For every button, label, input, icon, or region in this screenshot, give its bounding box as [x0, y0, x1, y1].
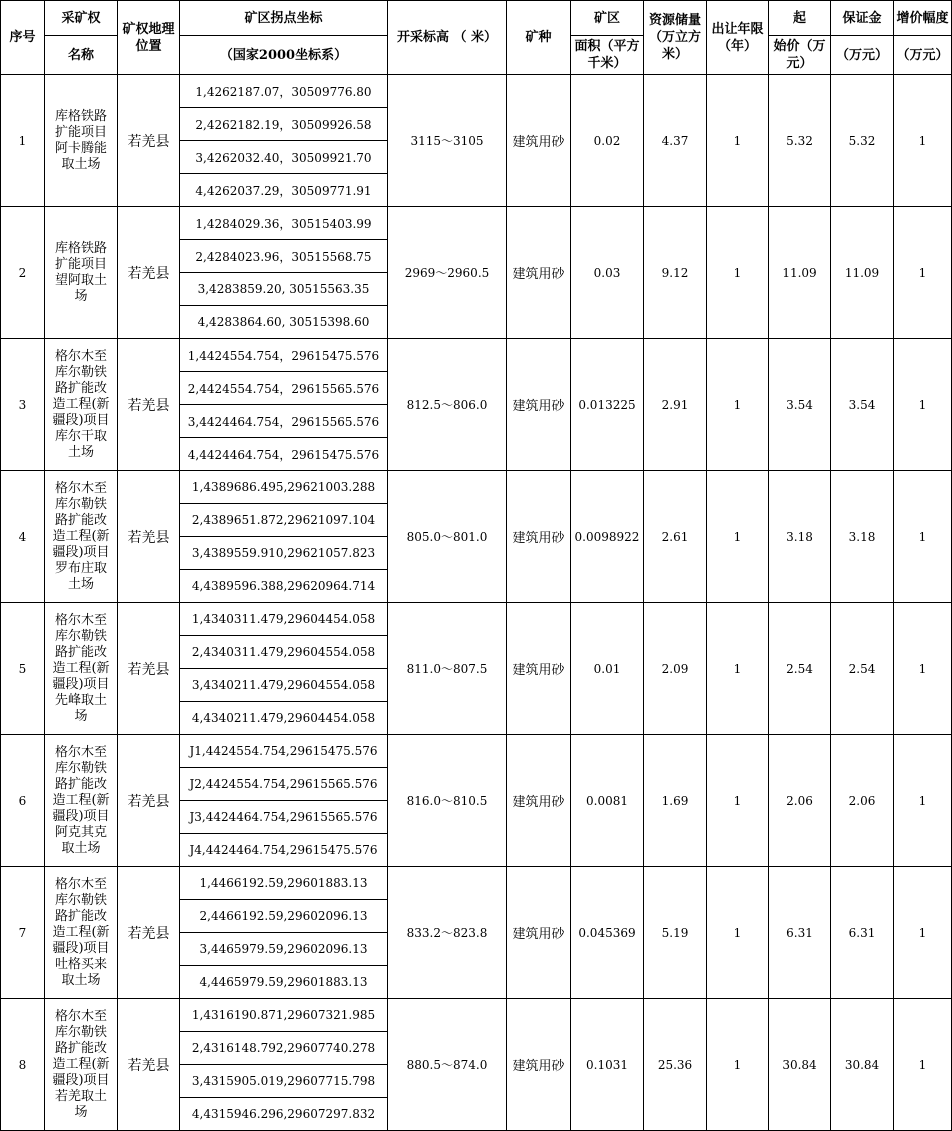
- row-price: 2.54: [769, 603, 831, 735]
- row-coord: J3,4424464.754,29615565.576: [180, 801, 388, 834]
- row-deposit: 6.31: [831, 867, 894, 999]
- row-coord: 1,4389686.495,29621003.288: [180, 471, 388, 504]
- row-mineral: 建筑用砂: [507, 75, 571, 207]
- row-term: 1: [707, 471, 769, 603]
- row-increment: 1: [894, 75, 952, 207]
- row-term: 1: [707, 735, 769, 867]
- row-location: 若羌县: [118, 207, 180, 339]
- row-term: 1: [707, 339, 769, 471]
- row-elevation: 812.5～806.0: [388, 339, 507, 471]
- row-mineral: 建筑用砂: [507, 735, 571, 867]
- row-price: 6.31: [769, 867, 831, 999]
- row-coord: 4,4389596.388,29620964.714: [180, 570, 388, 603]
- row-coord: 2,4466192.59,29602096.13: [180, 900, 388, 933]
- row-location: 若羌县: [118, 867, 180, 999]
- row-name: 库格铁路扩能项目阿卡腾能取土场: [45, 75, 118, 207]
- row-area: 0.02: [571, 75, 644, 207]
- row-coord: 4,4340211.479,29604454.058: [180, 702, 388, 735]
- table-header: [1, 1, 952, 75]
- row-coord: 4,4465979.59,29601883.13: [180, 966, 388, 999]
- row-coord: 3,4389559.910,29621057.823: [180, 537, 388, 570]
- row-coord: J2,4424554.754,29615565.576: [180, 768, 388, 801]
- header-term: 出让年限（年）: [707, 1, 769, 75]
- row-name: 格尔木至库尔勒铁路扩能改造工程(新疆段)项目库尔干取土场: [45, 339, 118, 471]
- header-inc-top: 增价幅度: [894, 1, 952, 36]
- row-elevation: 880.5～874.0: [388, 999, 507, 1131]
- row-deposit: 2.54: [831, 603, 894, 735]
- row-name: 格尔木至库尔勒铁路扩能改造工程(新疆段)项目吐格买来取土场: [45, 867, 118, 999]
- row-coord: J4,4424464.754,29615475.576: [180, 834, 388, 867]
- row-seq: 4: [1, 471, 45, 603]
- row-coord: 2,4340311.479,29604554.058: [180, 636, 388, 669]
- table-row: [1, 339, 952, 372]
- row-location: 若羌县: [118, 471, 180, 603]
- row-increment: 1: [894, 867, 952, 999]
- header-area-sub: 面积（平方千米）: [571, 36, 644, 75]
- row-deposit: 3.18: [831, 471, 894, 603]
- table-row: [1, 75, 952, 108]
- row-coord: J1,4424554.754,29615475.576: [180, 735, 388, 768]
- row-coord: 1,4424554.754，29615475.576: [180, 339, 388, 372]
- row-mineral: 建筑用砂: [507, 867, 571, 999]
- row-area: 0.045369: [571, 867, 644, 999]
- row-location: 若羌县: [118, 339, 180, 471]
- row-area: 0.0098922: [571, 471, 644, 603]
- row-coord: 2,4284023.96，30515568.75: [180, 240, 388, 273]
- header-inc-sub: （万元）: [894, 36, 952, 75]
- row-area: 0.03: [571, 207, 644, 339]
- row-area: 0.01: [571, 603, 644, 735]
- row-seq: 2: [1, 207, 45, 339]
- table-row: [1, 603, 952, 636]
- row-increment: 1: [894, 207, 952, 339]
- row-name: 格尔木至库尔勒铁路扩能改造工程(新疆段)项目若羌取土场: [45, 999, 118, 1131]
- row-coord: 1,4316190.871,29607321.985: [180, 999, 388, 1032]
- row-coord: 3,4424464.754，29615565.576: [180, 405, 388, 438]
- row-deposit: 5.32: [831, 75, 894, 207]
- row-reserves: 2.61: [644, 471, 707, 603]
- table-row: [1, 867, 952, 900]
- row-name: 格尔木至库尔勒铁路扩能改造工程(新疆段)项目阿克其克取土场: [45, 735, 118, 867]
- row-reserves: 1.69: [644, 735, 707, 867]
- row-term: 1: [707, 999, 769, 1131]
- row-name: 格尔木至库尔勒铁路扩能改造工程(新疆段)项目先峰取土场: [45, 603, 118, 735]
- row-mineral: 建筑用砂: [507, 339, 571, 471]
- row-term: 1: [707, 75, 769, 207]
- row-increment: 1: [894, 603, 952, 735]
- row-location: 若羌县: [118, 999, 180, 1131]
- row-seq: 5: [1, 603, 45, 735]
- row-area: 0.0081: [571, 735, 644, 867]
- row-coord: 3,4315905.019,29607715.798: [180, 1065, 388, 1098]
- row-reserves: 25.36: [644, 999, 707, 1131]
- row-name: 格尔木至库尔勒铁路扩能改造工程(新疆段)项目罗布庄取土场: [45, 471, 118, 603]
- row-mineral: 建筑用砂: [507, 603, 571, 735]
- row-seq: 1: [1, 75, 45, 207]
- table-body: [1, 75, 952, 1131]
- header-location: 矿权地理位置: [118, 1, 180, 75]
- row-coord: 1,4262187.07，30509776.80: [180, 75, 388, 108]
- row-seq: 7: [1, 867, 45, 999]
- row-elevation: 816.0～810.5: [388, 735, 507, 867]
- row-reserves: 4.37: [644, 75, 707, 207]
- row-coord: 1,4466192.59,29601883.13: [180, 867, 388, 900]
- header-reserves: 资源储量（万立方米）: [644, 1, 707, 75]
- row-elevation: 2969～2960.5: [388, 207, 507, 339]
- header-right-top: 采矿权: [45, 1, 118, 36]
- row-increment: 1: [894, 999, 952, 1131]
- row-coord: 4,4424464.754，29615475.576: [180, 438, 388, 471]
- row-coord: 4,4283864.60, 30515398.60: [180, 306, 388, 339]
- row-seq: 8: [1, 999, 45, 1131]
- row-price: 2.06: [769, 735, 831, 867]
- header-coord-title: 矿区拐点坐标: [180, 1, 388, 36]
- row-reserves: 2.09: [644, 603, 707, 735]
- row-reserves: 2.91: [644, 339, 707, 471]
- row-seq: 3: [1, 339, 45, 471]
- row-area: 0.013225: [571, 339, 644, 471]
- row-name: 库格铁路扩能项目望阿取土场: [45, 207, 118, 339]
- row-location: 若羌县: [118, 603, 180, 735]
- row-reserves: 9.12: [644, 207, 707, 339]
- header-right-name: 名称: [45, 36, 118, 75]
- table-row: [1, 999, 952, 1032]
- row-elevation: 811.0～807.5: [388, 603, 507, 735]
- row-increment: 1: [894, 339, 952, 471]
- row-deposit: 30.84: [831, 999, 894, 1131]
- header-seq: 序号: [1, 1, 45, 75]
- header-elevation: 开采标高 （ 米）: [388, 1, 507, 75]
- row-term: 1: [707, 603, 769, 735]
- row-coord: 2,4316148.792,29607740.278: [180, 1032, 388, 1065]
- row-coord: 3,4262032.40，30509921.70: [180, 141, 388, 174]
- row-price: 30.84: [769, 999, 831, 1131]
- row-coord: 3,4340211.479,29604554.058: [180, 669, 388, 702]
- row-coord: 2,4424554.754，29615565.576: [180, 372, 388, 405]
- row-mineral: 建筑用砂: [507, 471, 571, 603]
- row-coord: 3,4283859.20, 30515563.35: [180, 273, 388, 306]
- header-mineral: 矿种: [507, 1, 571, 75]
- header-price-top: 起: [769, 1, 831, 36]
- row-price: 3.54: [769, 339, 831, 471]
- row-elevation: 805.0～801.0: [388, 471, 507, 603]
- row-deposit: 11.09: [831, 207, 894, 339]
- row-coord: 1,4284029.36，30515403.99: [180, 207, 388, 240]
- row-mineral: 建筑用砂: [507, 999, 571, 1131]
- row-coord: 2,4389651.872,29621097.104: [180, 504, 388, 537]
- row-location: 若羌县: [118, 735, 180, 867]
- table-row: [1, 735, 952, 768]
- header-area-top: 矿区: [571, 1, 644, 36]
- row-coord: 4,4315946.296,29607297.832: [180, 1098, 388, 1131]
- row-reserves: 5.19: [644, 867, 707, 999]
- row-term: 1: [707, 867, 769, 999]
- header-deposit-sub: （万元）: [831, 36, 894, 75]
- row-coord: 3,4465979.59,29602096.13: [180, 933, 388, 966]
- row-elevation: 833.2～823.8: [388, 867, 507, 999]
- header-coord-sub: （国家2000坐标系）: [180, 36, 388, 75]
- row-coord: 1,4340311.479,29604454.058: [180, 603, 388, 636]
- row-coord: 2,4262182.19，30509926.58: [180, 108, 388, 141]
- row-deposit: 2.06: [831, 735, 894, 867]
- row-deposit: 3.54: [831, 339, 894, 471]
- row-coord: 4,4262037.29，30509771.91: [180, 174, 388, 207]
- row-price: 3.18: [769, 471, 831, 603]
- row-elevation: 3115～3105: [388, 75, 507, 207]
- row-term: 1: [707, 207, 769, 339]
- row-increment: 1: [894, 735, 952, 867]
- row-area: 0.1031: [571, 999, 644, 1131]
- row-location: 若羌县: [118, 75, 180, 207]
- row-price: 5.32: [769, 75, 831, 207]
- row-increment: 1: [894, 471, 952, 603]
- row-seq: 6: [1, 735, 45, 867]
- row-mineral: 建筑用砂: [507, 207, 571, 339]
- table-row: [1, 471, 952, 504]
- row-price: 11.09: [769, 207, 831, 339]
- header-price-sub: 始价（万元）: [769, 36, 831, 75]
- table-row: [1, 207, 952, 240]
- header-deposit-top: 保证金: [831, 1, 894, 36]
